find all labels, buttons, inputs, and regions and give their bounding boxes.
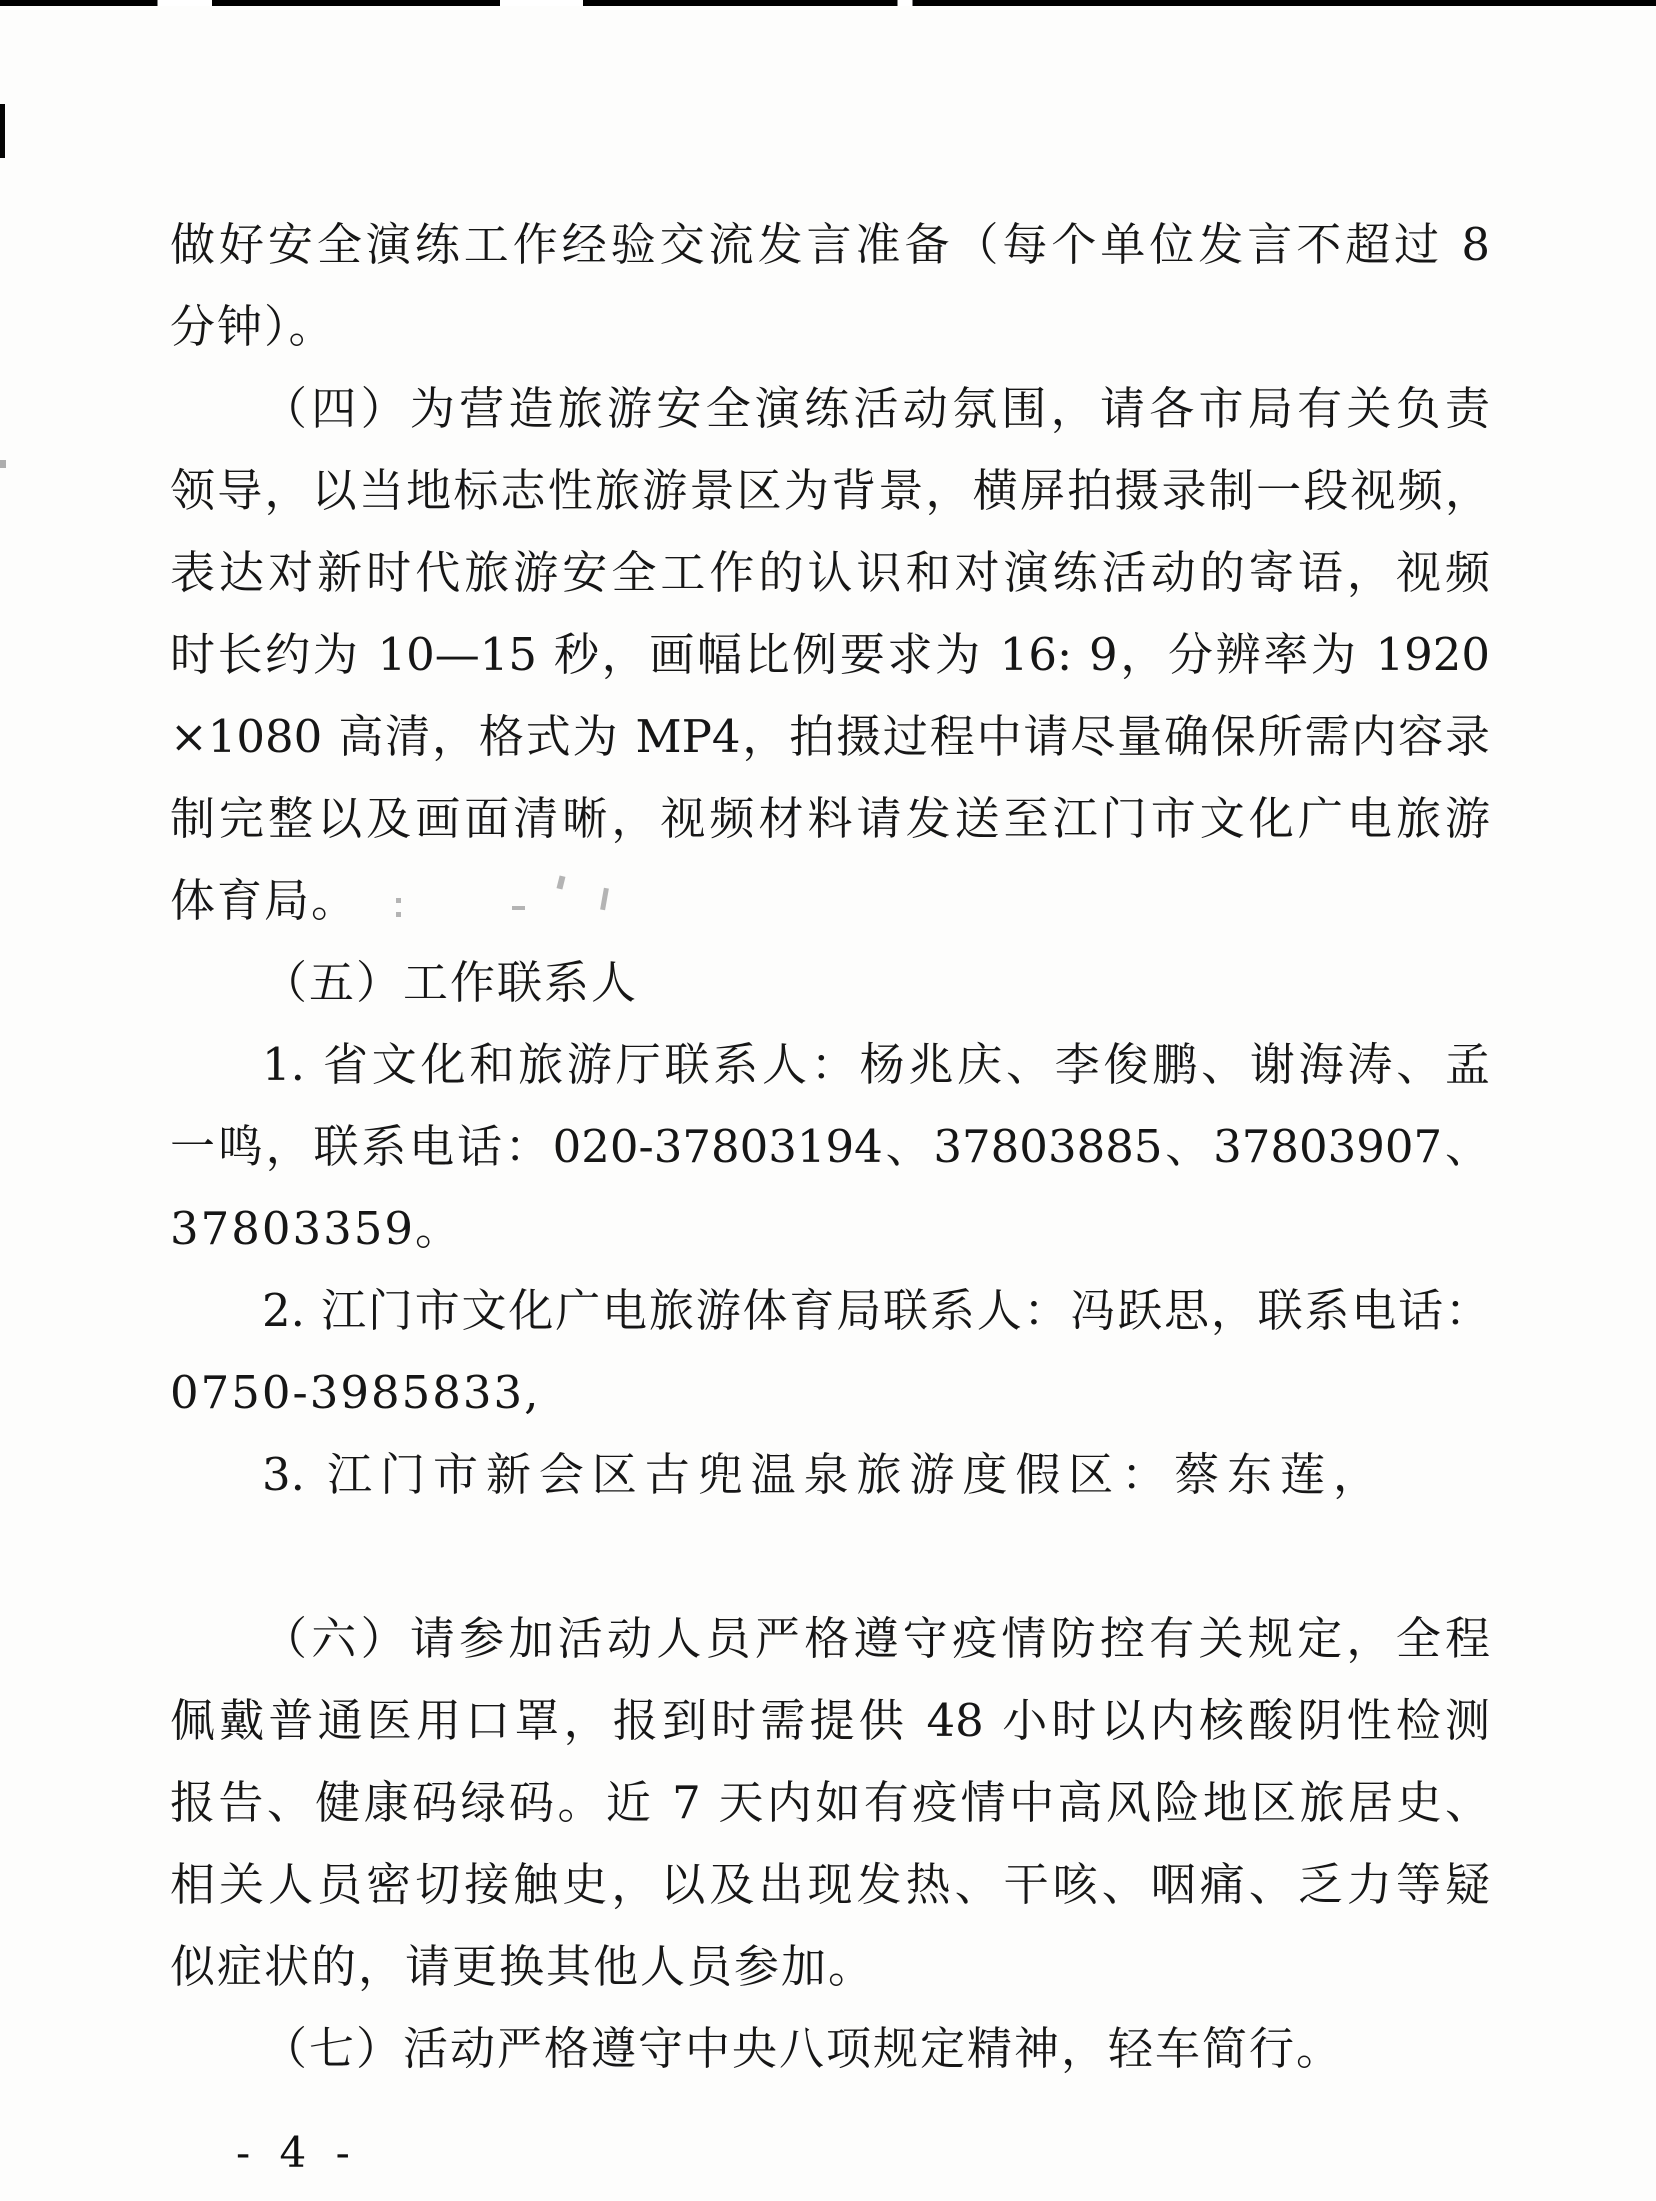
scan-artifact-left-dot [0, 460, 6, 468]
document-line: 报告、健康码绿码。近 7 天内如有疫情中高风险地区旅居史、 [170, 1776, 1490, 1829]
scan-artifact-left-edge [0, 104, 5, 158]
document-line: 0750-3985833, [170, 1366, 541, 1419]
document-line: 表达对新时代旅游安全工作的认识和对演练活动的寄语，视频 [170, 546, 1490, 599]
document-line: ×1080 高清，格式为 MP4，拍摄过程中请尽量确保所需内容录 [170, 710, 1490, 763]
page-number: - 4 - [236, 2128, 358, 2177]
scan-smudge [396, 898, 401, 903]
scan-smudge [512, 906, 525, 910]
document-line: 1. 省文化和旅游厅联系人：杨兆庆、李俊鹏、谢海涛、孟 [262, 1038, 1490, 1091]
document-line: 分钟）。 [170, 300, 336, 353]
document-line: 37803359。 [170, 1202, 463, 1255]
document-line: （七）活动严格遵守中央八项规定精神，轻车简行。 [262, 2022, 1344, 2075]
document-line: 3. 江门市新会区古兜温泉旅游度假区：蔡东莲， [262, 1448, 1378, 1501]
document-line: 佩戴普通医用口罩，报到时需提供 48 小时以内核酸阴性检测 [170, 1694, 1490, 1747]
document-line: 一鸣，联系电话：020-37803194、37803885、37803907、 [170, 1120, 1490, 1173]
document-line: 时长约为 10—15 秒，画幅比例要求为 16: 9，分辨率为 1920 [170, 628, 1490, 681]
document-line [170, 1516, 1490, 1598]
scan-artifact-top-edge [0, 0, 1656, 6]
document-line: 体育局。 [170, 874, 359, 927]
document-line: 2. 江门市文化广电旅游体育局联系人：冯跃思，联系电话： [262, 1284, 1490, 1337]
scan-smudge [396, 912, 401, 917]
document-body [170, 204, 1490, 2090]
document-line: 做好安全演练工作经验交流发言准备（每个单位发言不超过 8 [170, 218, 1490, 271]
document-line: （四）为营造旅游安全演练活动氛围，请各市局有关负责 [262, 382, 1490, 435]
document-line: 相关人员密切接触史，以及出现发热、干咳、咽痛、乏力等疑 [170, 1858, 1490, 1911]
document-line: （六）请参加活动人员严格遵守疫情防控有关规定，全程 [262, 1612, 1490, 1665]
document-line: 领导，以当地标志性旅游景区为背景，横屏拍摄录制一段视频， [170, 464, 1490, 517]
document-line: （五）工作联系人 [262, 956, 639, 1009]
document-line: 似症状的，请更换其他人员参加。 [170, 1940, 876, 1993]
document-line: 制完整以及画面清晰，视频材料请发送至江门市文化广电旅游 [170, 792, 1490, 845]
